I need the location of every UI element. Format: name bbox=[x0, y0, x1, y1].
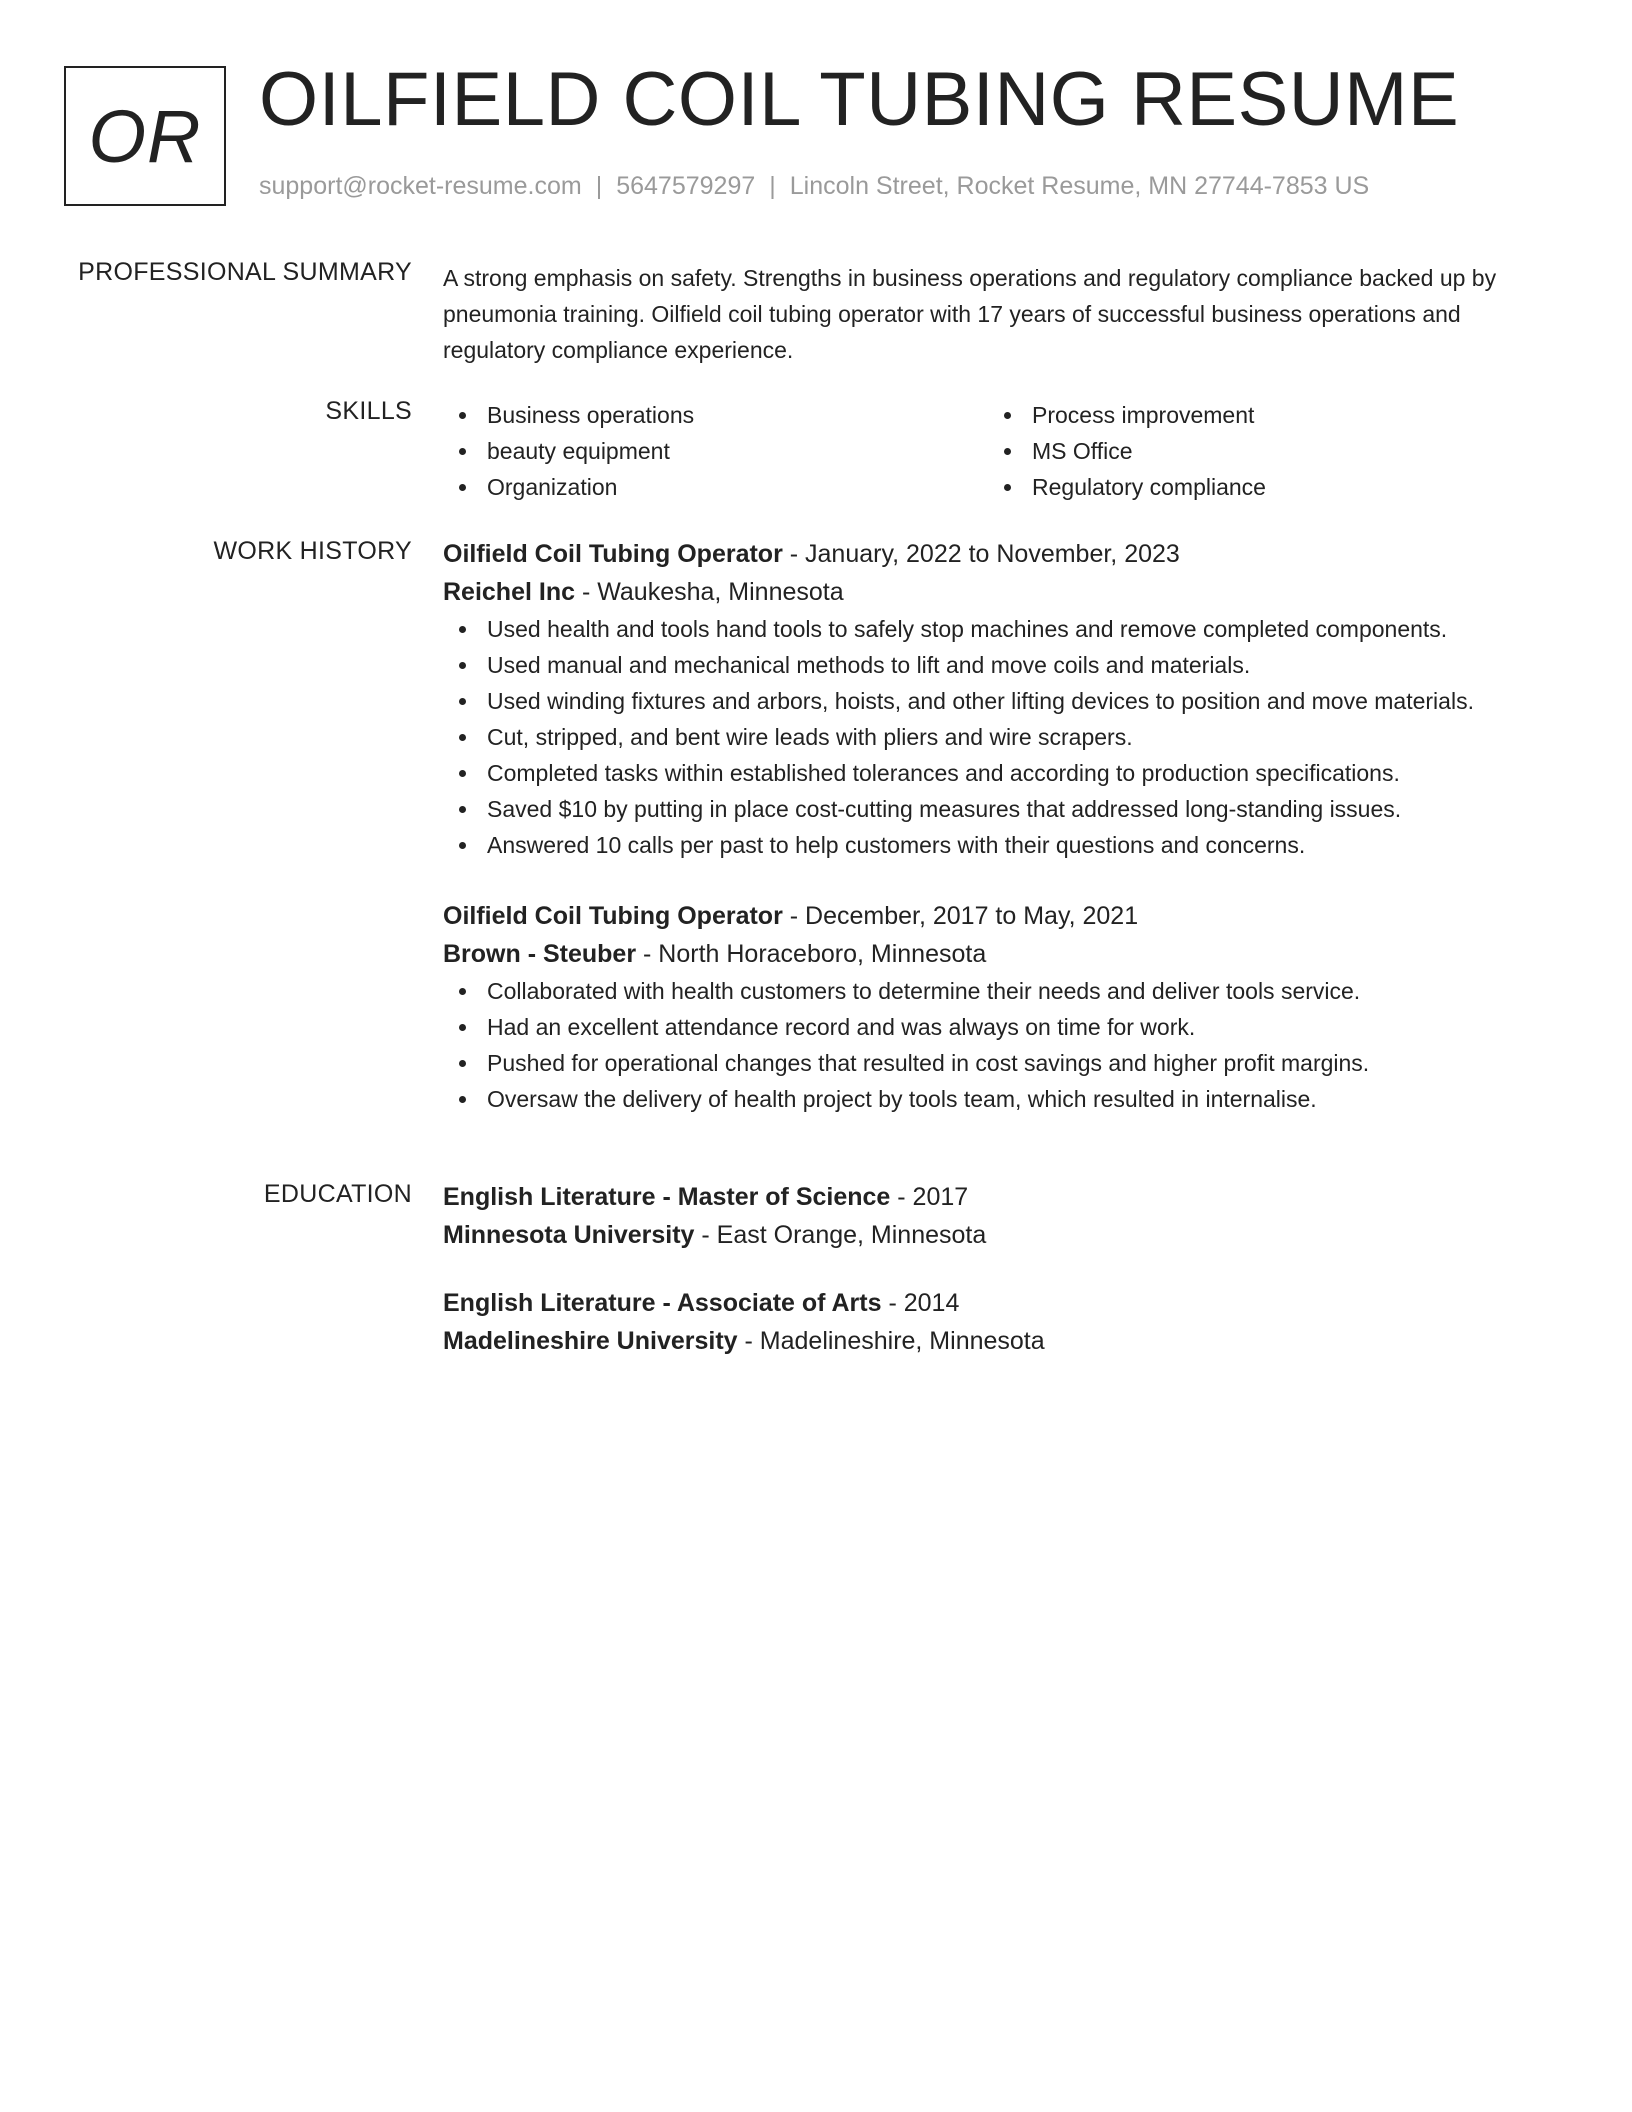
section-heading-work-history: WORK HISTORY bbox=[213, 537, 412, 565]
job-entry bbox=[443, 897, 1563, 1117]
section-heading-education: EDUCATION bbox=[263, 1180, 412, 1208]
resume-title: OILFIELD COIL TUBING RESUME bbox=[259, 57, 1460, 142]
job-bullet: Saved $10 by putting in place cost-cutting measures that addressed long-standing issues. bbox=[443, 791, 1563, 827]
job-bullet: Collaborated with health customers to determine their needs and deliver tools service. bbox=[443, 973, 1563, 1009]
job-dates: - December, 2017 to May, 2021 bbox=[782, 902, 1139, 930]
contact-email[interactable]: support@rocket-resume.com bbox=[259, 172, 582, 200]
job-bullet: Used manual and mechanical methods to lift and move coils and materials. bbox=[443, 647, 1563, 683]
education-year: - 2014 bbox=[881, 1289, 960, 1317]
skills-list-right bbox=[988, 397, 1533, 505]
monogram-initials: OR bbox=[88, 94, 202, 178]
job-title-line bbox=[443, 897, 1563, 935]
job-company: Reichel Inc bbox=[443, 578, 575, 606]
education-school: Madelineshire University bbox=[443, 1327, 738, 1355]
summary-body bbox=[443, 260, 1563, 368]
job-bullet: Oversaw the delivery of health project by tools team, which resulted in internalise. bbox=[443, 1081, 1563, 1117]
job-company: Brown - Steuber bbox=[443, 940, 637, 968]
education-school-line bbox=[443, 1322, 1563, 1360]
job-responsibilities bbox=[443, 973, 1563, 1117]
job-bullet: Used winding fixtures and arbors, hoists, and other lifting devices to position and move materials. bbox=[443, 683, 1563, 719]
skills-body bbox=[443, 397, 1563, 505]
education-location: - East Orange, Minnesota bbox=[694, 1221, 987, 1249]
job-bullet: Had an excellent attendance record and was always on time for work. bbox=[443, 1009, 1563, 1045]
job-title: Oilfield Coil Tubing Operator bbox=[443, 902, 783, 930]
skill-item: Process improvement bbox=[988, 397, 1533, 433]
job-bullet: Pushed for operational changes that resulted in cost savings and higher profit margins. bbox=[443, 1045, 1563, 1081]
work-history-body bbox=[443, 535, 1563, 1117]
job-bullet: Completed tasks within established tolerances and according to production specifications. bbox=[443, 755, 1563, 791]
job-title: Oilfield Coil Tubing Operator bbox=[443, 540, 783, 568]
education-degree: English Literature - Master of Science bbox=[443, 1183, 891, 1211]
contact-address: Lincoln Street, Rocket Resume, MN 27744-7853 US bbox=[789, 172, 1370, 200]
job-company-line bbox=[443, 935, 1563, 973]
skills-list-left bbox=[443, 397, 988, 505]
education-year: - 2017 bbox=[890, 1183, 969, 1211]
job-location: - North Horaceboro, Minnesota bbox=[636, 940, 987, 968]
skill-item: beauty equipment bbox=[443, 433, 988, 469]
education-degree-line bbox=[443, 1178, 1563, 1216]
education-entry bbox=[443, 1178, 1563, 1254]
education-school-line bbox=[443, 1216, 1563, 1254]
education-degree-line bbox=[443, 1284, 1563, 1322]
contact-separator: | bbox=[769, 172, 776, 200]
monogram-box bbox=[64, 66, 226, 206]
skill-item: Organization bbox=[443, 469, 988, 505]
job-bullet: Answered 10 calls per past to help customers with their questions and concerns. bbox=[443, 827, 1563, 863]
job-bullet: Used health and tools hand tools to safely stop machines and remove completed components. bbox=[443, 611, 1563, 647]
section-heading-summary: PROFESSIONAL SUMMARY bbox=[78, 258, 412, 286]
education-school: Minnesota University bbox=[443, 1221, 695, 1249]
job-entry bbox=[443, 535, 1563, 863]
skill-item: Business operations bbox=[443, 397, 988, 433]
skill-item: Regulatory compliance bbox=[988, 469, 1533, 505]
job-bullet: Cut, stripped, and bent wire leads with pliers and wire scrapers. bbox=[443, 719, 1563, 755]
job-dates: - January, 2022 to November, 2023 bbox=[782, 540, 1180, 568]
job-location: - Waukesha, Minnesota bbox=[575, 578, 844, 606]
contact-phone[interactable]: 5647579297 bbox=[616, 172, 756, 200]
job-company-line bbox=[443, 573, 1563, 611]
summary-text: A strong emphasis on safety. Strengths in business operations and regulatory compliance backed up by pneumonia training. Oilfield coil tubing operator with 17 years of successful business operations and regulatory compliance experience. bbox=[443, 265, 1497, 363]
education-entry bbox=[443, 1284, 1563, 1360]
contact-separator: | bbox=[595, 172, 603, 200]
section-heading-skills: SKILLS bbox=[325, 397, 412, 425]
job-title-line bbox=[443, 535, 1563, 573]
education-degree: English Literature - Associate of Arts bbox=[443, 1289, 882, 1317]
skill-item: MS Office bbox=[988, 433, 1533, 469]
job-responsibilities bbox=[443, 611, 1563, 863]
education-location: - Madelineshire, Minnesota bbox=[737, 1327, 1045, 1355]
education-body bbox=[443, 1178, 1563, 1360]
contact-line bbox=[259, 172, 1369, 201]
